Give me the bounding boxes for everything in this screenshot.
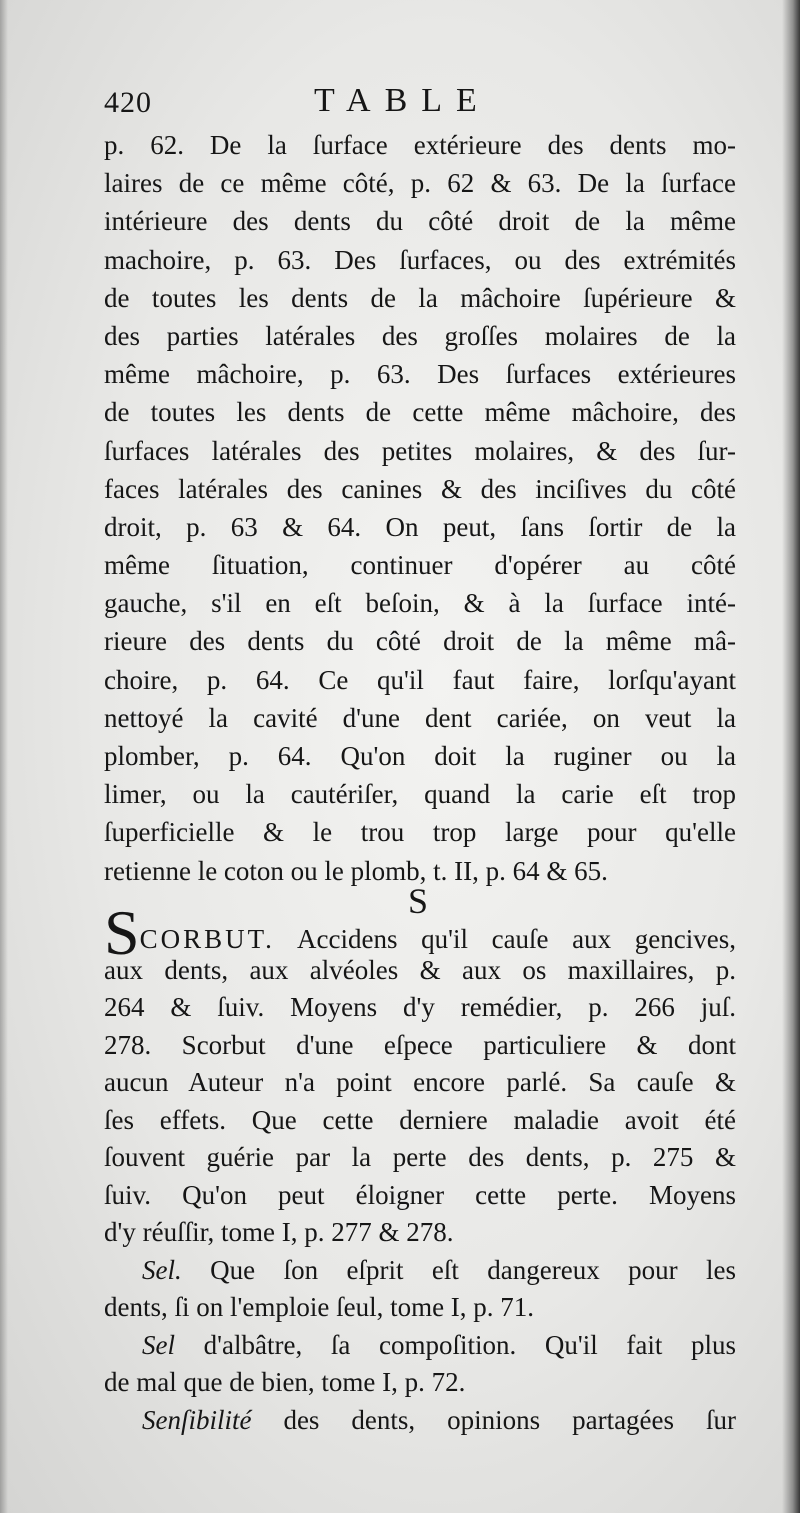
text-line: ſuperficielle & le trou trop large pour qu'elle: [104, 817, 736, 848]
text-line: faces latérales des canines & des inciſives du côté: [104, 473, 736, 504]
entry-headword: Sel.: [142, 1254, 182, 1285]
spine-shadow: [782, 0, 800, 1513]
text-line: même ſituation, continuer d'opérer au côté: [104, 550, 736, 581]
entry-first-line: [104, 1327, 736, 1365]
entry-sel: [104, 1252, 736, 1327]
index-entries: [104, 897, 737, 1439]
text-line: intérieure des dents du côté droit de la même: [104, 206, 736, 237]
text-line: limer, ou la cautériſer, quand la carie eſt trop: [104, 779, 736, 810]
entry-sensibilite: [104, 1402, 736, 1440]
entry-sel-albatre: [104, 1327, 736, 1402]
entry-text-line: aucun Auteur n'a point encore parlé. Sa cauſe &: [104, 1067, 736, 1097]
entry-text-line: ſes effets. Que cette derniere maladie avoit été: [104, 1104, 736, 1135]
text-line: droit, p. 63 & 64. On peut, ſans ſortir de la: [104, 511, 736, 542]
text-line: rieure des dents du côté droit de la même mâ-: [104, 626, 736, 657]
text-line: ſurfaces latérales des petites molaires, & des ſur-: [104, 435, 736, 466]
entry-text-line: 264 & ſuiv. Moyens d'y remédier, p. 266 juſ.: [104, 992, 736, 1022]
entry-text-line: dents, ſi on l'emploie ſeul, tome I, p. 71.: [104, 1292, 535, 1322]
entry-first-line: [104, 1252, 736, 1290]
text-line: choire, p. 64. Ce qu'il faut faire, lorſqu'ayant: [104, 664, 736, 695]
section-heading-letter: S: [408, 881, 429, 921]
entry-text-line: 278. Scorbut d'une eſpece particuliere & dont: [104, 1029, 736, 1060]
entry-text: d'albâtre, ſa compoſition. Qu'il fait plus: [203, 1329, 737, 1360]
page-header: [104, 82, 744, 126]
entry-text-line: de mal que de bien, tome I, p. 72.: [104, 1367, 466, 1397]
drop-cap: S: [104, 897, 140, 968]
text-line: p. 62. De la ſurface extérieure des dents mo-: [104, 130, 736, 160]
entry-headword: CORBUT.: [139, 924, 275, 954]
entry-text-line: d'y réuſſir, tome I, p. 277 & 278.: [104, 1217, 454, 1247]
text-line: de toutes les dents de cette même mâchoire, des: [104, 397, 736, 428]
text-line: plomber, p. 64. Qu'on doit la ruginer ou la: [104, 741, 736, 771]
page-left-edge-shadow: [0, 0, 8, 1513]
entry-text: des dents, opinions partagées ſur: [283, 1404, 736, 1435]
text-line: même mâchoire, p. 63. Des ſurfaces extérieures: [104, 359, 736, 390]
entry-headword: Senſibilité: [142, 1404, 252, 1435]
text-line: machoire, p. 63. Des ſurfaces, ou des extrémités: [104, 244, 736, 275]
text-line: retienne le coton ou le plomb, t. II, p. 64 & 65.: [104, 855, 608, 886]
body-text: [104, 126, 736, 890]
entry-text: Que ſon eſprit eſt dangereux pour les: [210, 1254, 736, 1285]
text-line: laires de ce même côté, p. 62 & 63. De la ſurface: [104, 168, 736, 199]
text-line: gauche, s'il en eſt beſoin, & à la ſurface inté-: [104, 588, 736, 619]
entry-text-line: ſouvent guérie par la perte des dents, p. 275 &: [104, 1142, 736, 1172]
entry-text: Accidens qu'il cauſe aux gencives,: [297, 924, 736, 954]
page-number: 420: [104, 86, 152, 119]
entry-text-line: aux dents, aux alvéoles & aux os maxillaires, p.: [104, 954, 736, 985]
text-line: des parties latérales des groſſes molaires de la: [104, 320, 736, 351]
running-title: TABLE: [314, 82, 491, 119]
text-line: nettoyé la cavité d'une dent cariée, on veut la: [104, 702, 736, 733]
entry-first-line: [104, 897, 736, 968]
entry-text-line: ſuiv. Qu'on peut éloigner cette perte. Moyens: [104, 1179, 736, 1210]
entry-first-line: [104, 1402, 736, 1440]
text-line: de toutes les dents de la mâchoire ſupérieure &: [104, 282, 736, 313]
entry-headword: Sel: [142, 1329, 175, 1360]
entry-scorbut: [104, 897, 736, 1252]
